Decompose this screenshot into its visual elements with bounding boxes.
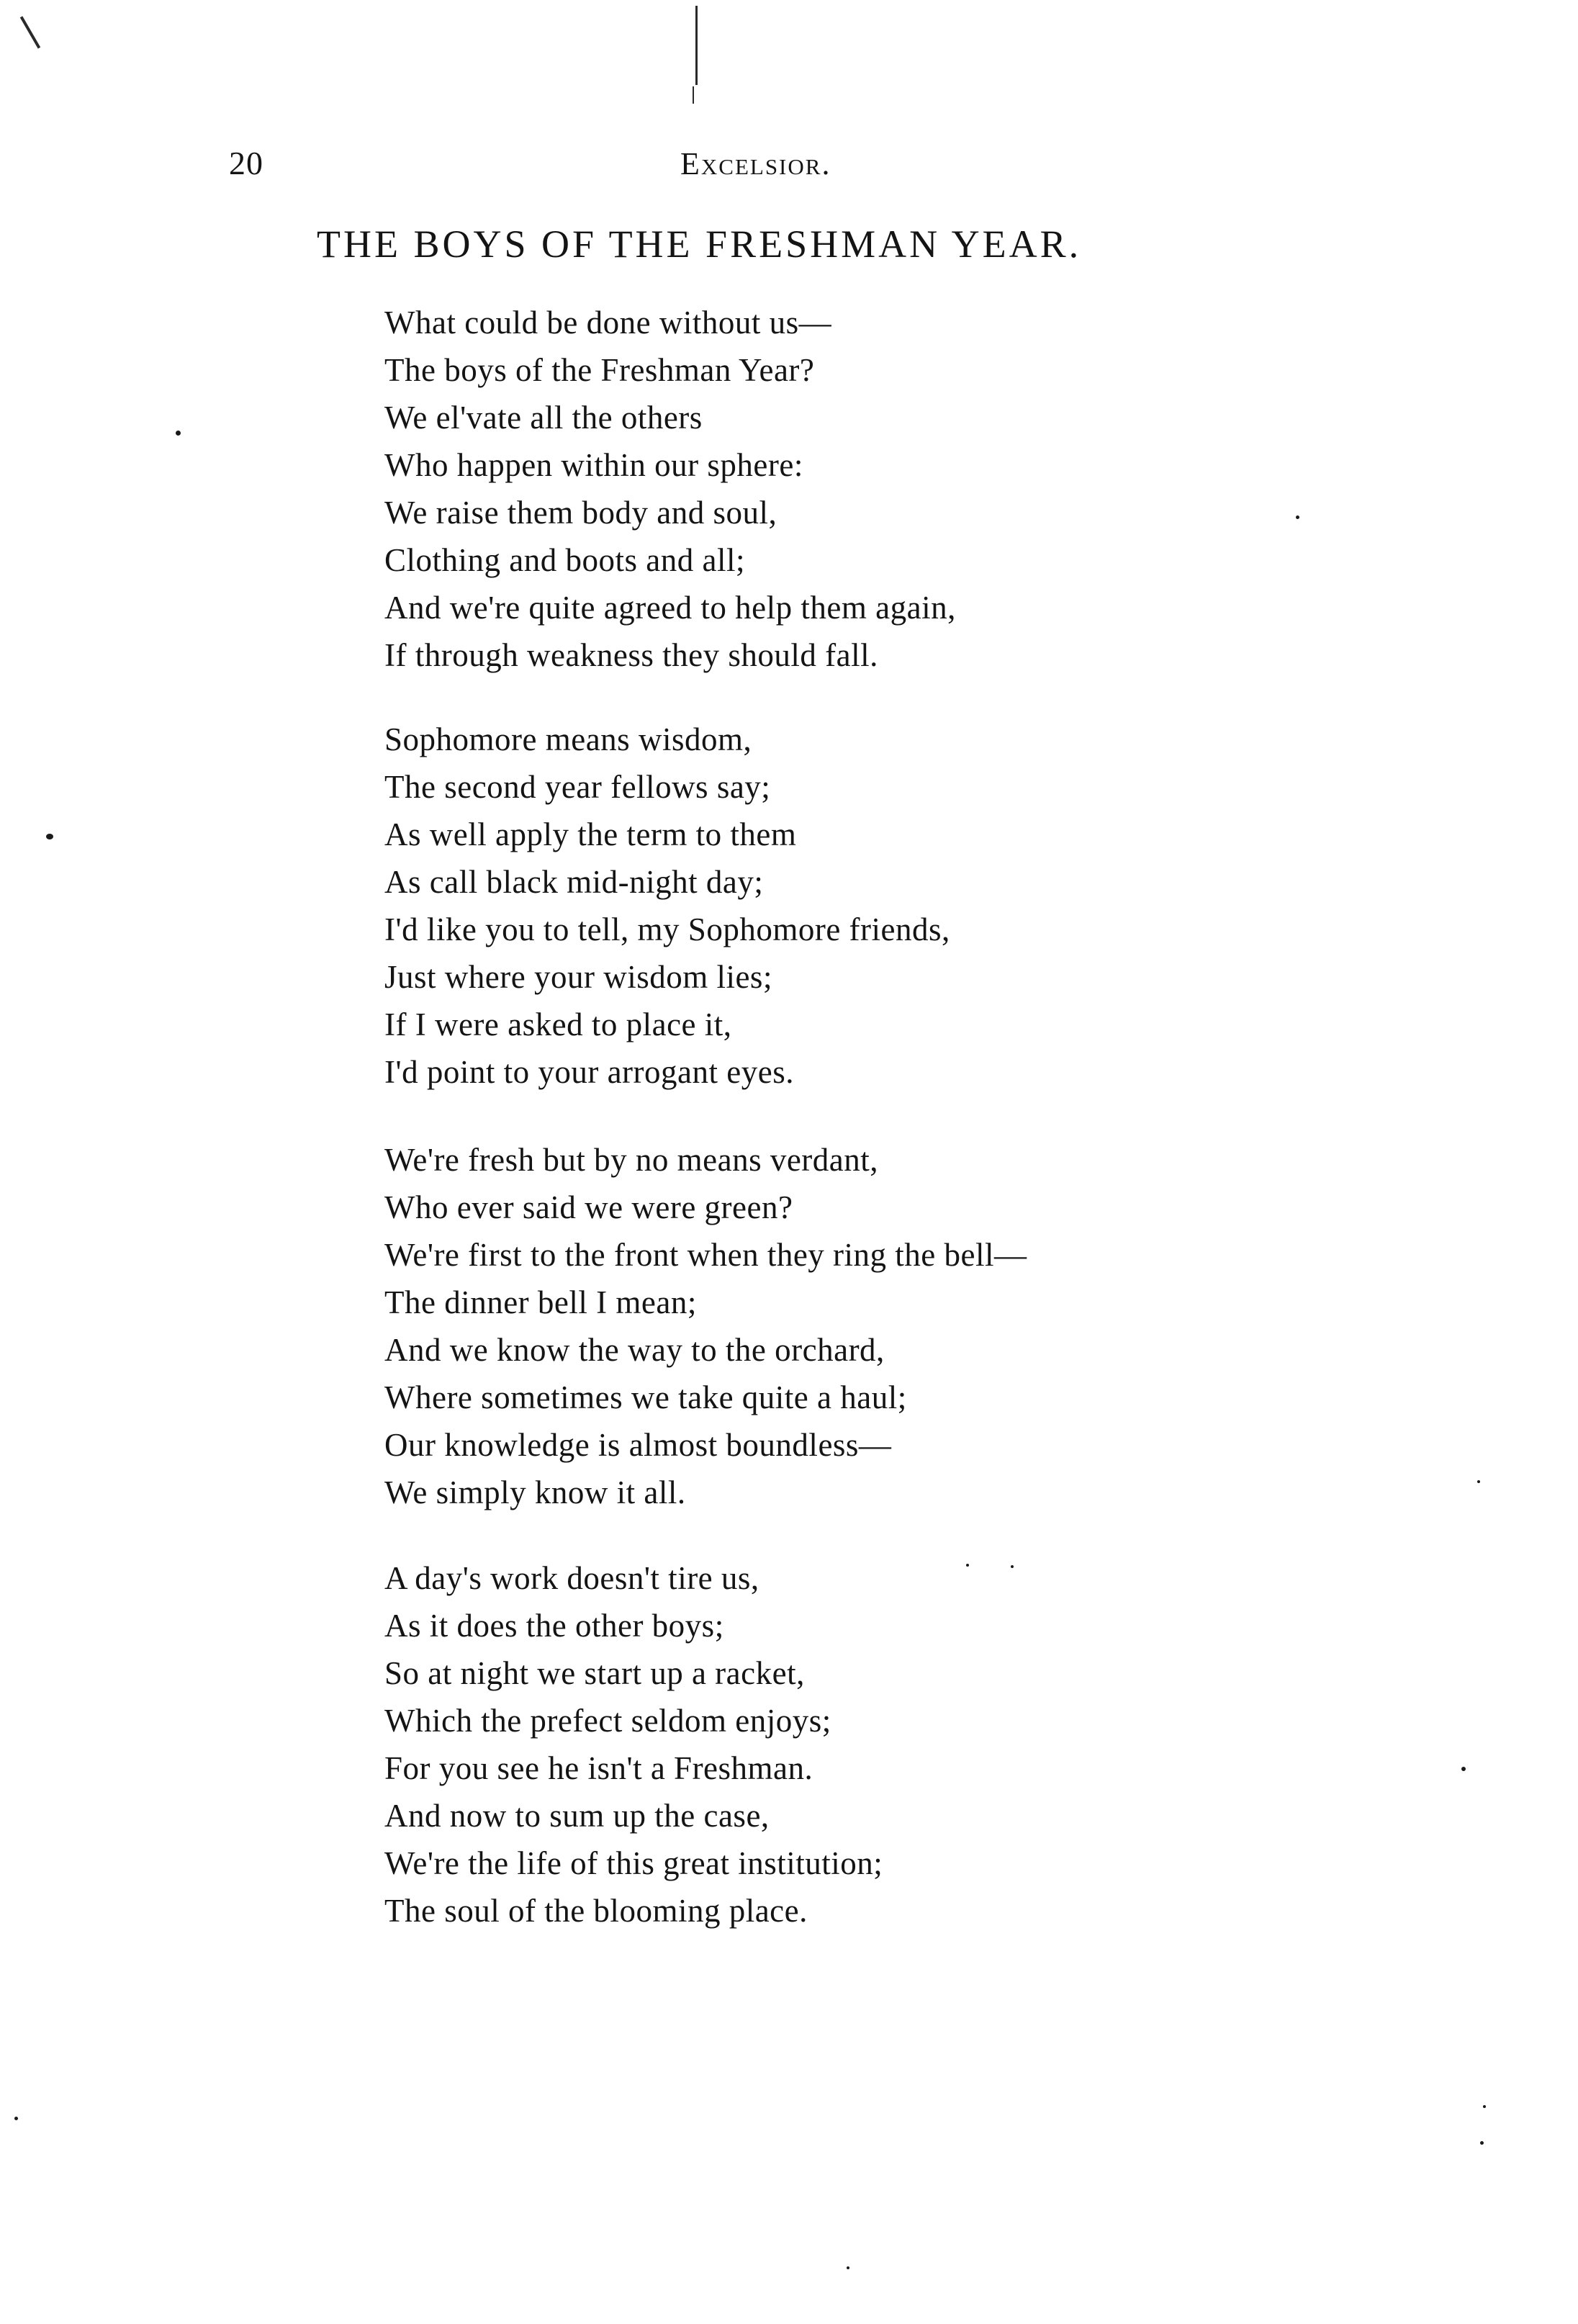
poem-line: We raise them body and soul, [384,495,777,531]
scan-speck [46,834,53,839]
stanza-2 [384,716,950,1096]
poem-line: What could be done without us— [384,305,832,341]
poem-line: The boys of the Freshman Year? [384,352,815,388]
poem-line: The dinner bell I mean; [384,1284,697,1320]
scan-speck [1477,1480,1480,1483]
poem-line: We el'vate all the others [384,400,703,436]
scan-speck [1480,2141,1484,2145]
scan-speck [1461,1767,1466,1771]
poem-line: If through weakness they should fall. [384,637,878,673]
poem-line: We're fresh but by no means verdant, [384,1142,879,1178]
running-head [0,144,1578,187]
poem-line: For you see he isn't a Freshman. [384,1750,813,1786]
poem-line: As well apply the term to them [384,816,797,852]
poem-line: I'd like you to tell, my Sophomore friends, [384,911,950,947]
scan-speck [1483,2105,1486,2108]
poem-line: Which the prefect seldom enjoys; [384,1703,831,1739]
page-number: 20 [229,145,263,181]
scan-speck [1011,1565,1014,1568]
poem-line: The second year fellows say; [384,769,771,805]
scan-mark-top-center-lower [693,86,694,104]
stanza-4 [384,1554,883,1935]
poem-title: THE BOYS OF THE FRESHMAN YEAR. [317,222,1082,266]
poem-line: We're first to the front when they ring the bell— [384,1237,1027,1273]
stanza-1 [384,299,956,679]
stanza-3 [384,1136,1027,1516]
poem-line: Who ever said we were green? [384,1189,793,1225]
poem-line: Our knowledge is almost boundless— [384,1427,892,1463]
poem-line: And now to sum up the case, [384,1798,770,1834]
scan-mark-top-left [20,16,40,48]
poem-line: So at night we start up a racket, [384,1655,805,1691]
poem-line: And we know the way to the orchard, [384,1332,885,1368]
poem-line: A day's work doesn't tire us, [384,1560,759,1596]
poem-line: As it does the other boys; [384,1608,724,1644]
poem-line: I'd point to your arrogant eyes. [384,1054,794,1090]
scan-speck [847,2266,849,2269]
poem-line: The soul of the blooming place. [384,1893,808,1929]
scan-mark-top-center [695,6,698,85]
poem-line: Clothing and boots and all; [384,542,745,578]
scan-speck [176,431,181,436]
scan-speck [14,2117,18,2120]
poem-line: Where sometimes we take quite a haul; [384,1379,907,1415]
poem-line: We simply know it all. [384,1474,686,1510]
poem-line: Who happen within our sphere: [384,447,803,483]
poem-line: Sophomore means wisdom, [384,721,752,757]
poem-line: We're the life of this great institution; [384,1845,883,1881]
poem-line: And we're quite agreed to help them again, [384,590,956,626]
poem-line: If I were asked to place it, [384,1006,732,1042]
scan-speck [966,1564,969,1567]
running-title: Excelsior. [680,146,831,181]
scan-speck [1296,515,1299,519]
poem-line: Just where your wisdom lies; [384,959,772,995]
poem-line: As call black mid-night day; [384,864,764,900]
